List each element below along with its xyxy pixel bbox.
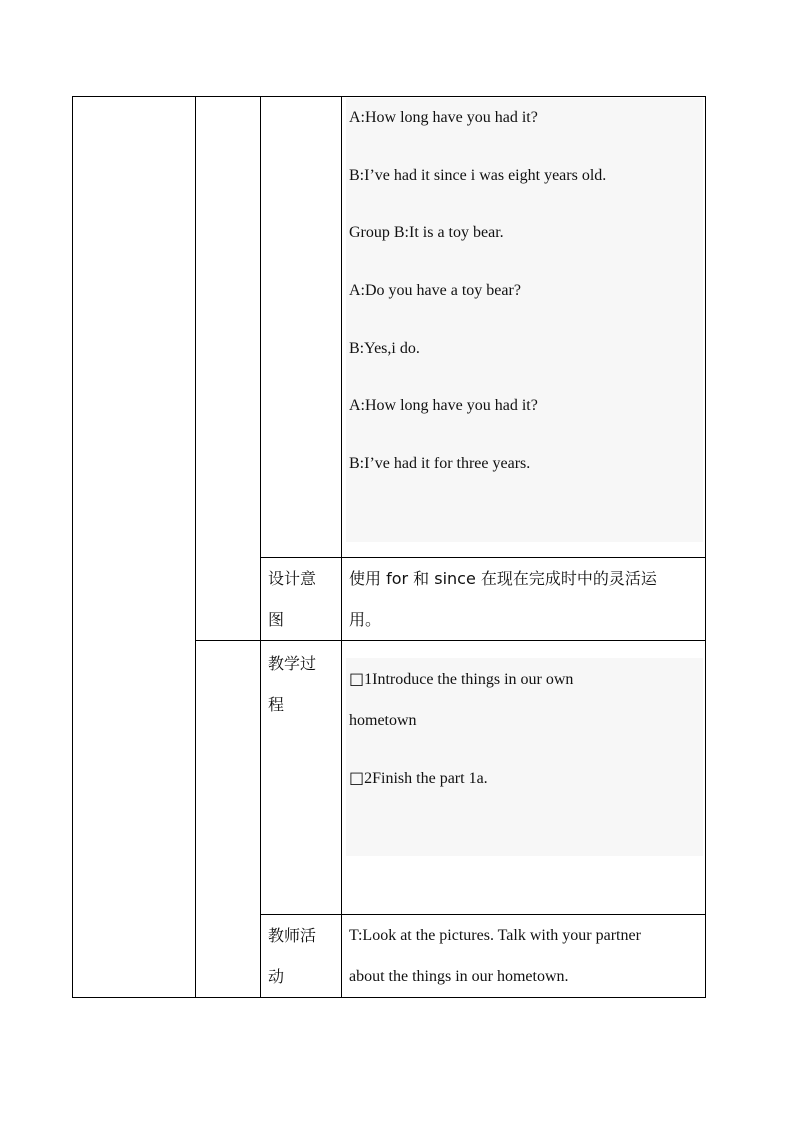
design-intent-label-cont: 图 (268, 610, 285, 629)
teacher-activity-label-cont: 动 (268, 967, 285, 986)
teacher-activity-text: T:Look at the pictures. Talk with your partner (349, 927, 641, 944)
dialogue-line: B:I’ve had it for three years. (349, 455, 531, 472)
process-item-1-cont: hometown (349, 712, 417, 729)
table-left-border (72, 96, 73, 998)
teacher-activity-text-cont: about the things in our hometown. (349, 968, 569, 985)
table-bottom-border (72, 997, 706, 998)
dialogue-line: Group B:It is a toy bear. (349, 224, 504, 241)
row-divider-section2 (195, 640, 706, 641)
process-item-1 (349, 669, 573, 690)
design-intent-text-cont: 用。 (349, 610, 382, 629)
dialogue-line: A:Do you have a toy bear? (349, 282, 521, 299)
teaching-process-label: 教学过 (268, 654, 317, 673)
missing-glyph-icon: □ (349, 669, 365, 688)
teacher-activity-label: 教师活 (268, 926, 317, 945)
table-right-border (705, 96, 706, 998)
design-intent-text: 使用 for 和 since 在现在完成时中的灵活运 (349, 569, 657, 588)
teaching-process-label-cont: 程 (268, 695, 285, 714)
row-divider-design (260, 557, 706, 558)
dialogue-line: B:Yes,i do. (349, 340, 420, 357)
dialogue-line: A:How long have you had it? (349, 397, 538, 414)
process-item-2 (349, 768, 488, 789)
dialogue-line: B:I’ve had it since i was eight years old. (349, 167, 607, 184)
process-item-2-text: 2Finish the part 1a. (364, 770, 488, 787)
column-divider-3 (341, 96, 342, 998)
dialogue-shaded-area (346, 98, 703, 542)
row-divider-teacher (260, 914, 706, 915)
column-divider-1 (195, 96, 196, 998)
dialogue-line: A:How long have you had it? (349, 109, 538, 126)
missing-glyph-icon: □ (349, 768, 365, 787)
column-divider-2 (260, 96, 261, 998)
table-top-border (72, 96, 706, 97)
design-intent-label: 设计意 (268, 569, 317, 588)
process-item-1-text: 1Introduce the things in our own (364, 671, 574, 688)
